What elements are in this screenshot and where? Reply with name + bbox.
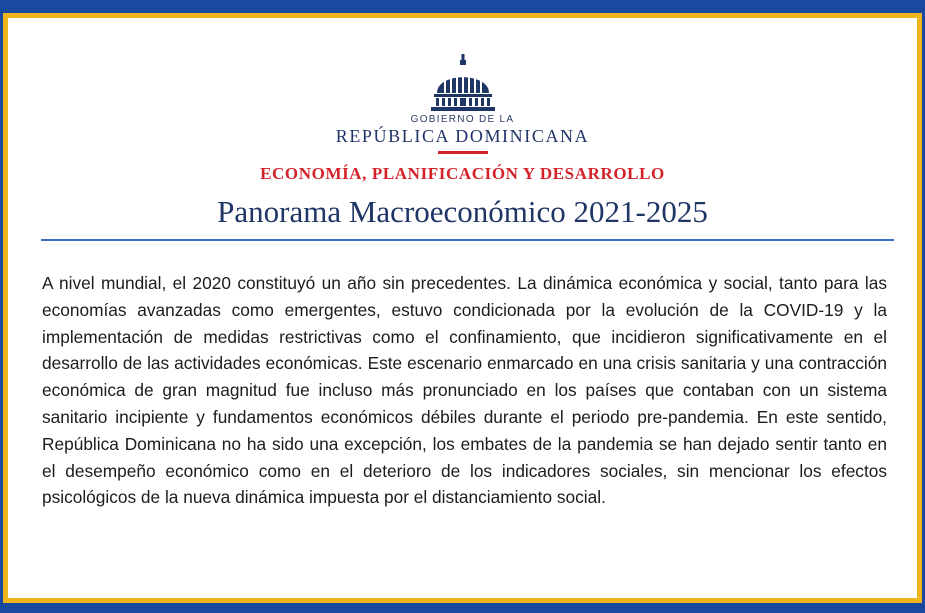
title-divider bbox=[41, 239, 894, 241]
government-line-2: REPÚBLICA DOMINICANA bbox=[335, 126, 590, 146]
page-title: Panorama Macroeconómico 2021-2025 bbox=[217, 194, 708, 229]
dome-icon bbox=[430, 54, 496, 112]
government-line-1: GOBIERNO DE LA bbox=[410, 114, 515, 125]
content-frame bbox=[3, 13, 922, 603]
body-paragraph: A nivel mundial, el 2020 constituyó un año sin precedentes. La dinámica económica y social, tanto para las economías avanzadas como emergentes, estuvo condicionada por la evolución de la COVID-19 y la implementación de medidas restrictivas como el confinamiento, que incidieron significativamente en el desarrollo de las actividades económicas. Este escenario enmarcado en una crisis sanitaria y una contracción económica de gran magnitud fue incluso más pronunciado en los países que contaban con un sistema sanitario incipiente y fundamentos económicos débiles durante el periodo pre-pandemia. En este sentido, República Dominicana no ha sido una excepción, los embates de la pandemia se han dejado sentir tanto en el desempeño económico como en el deterioro de los indicadores sociales, sin mencionar los efectos psicológicos de la nueva dinámica impuesta por el distanciamiento social. bbox=[42, 273, 887, 508]
ministry-name: ECONOMÍA, PLANIFICACIÓN Y DESARROLLO bbox=[260, 164, 665, 183]
red-divider bbox=[438, 151, 488, 154]
